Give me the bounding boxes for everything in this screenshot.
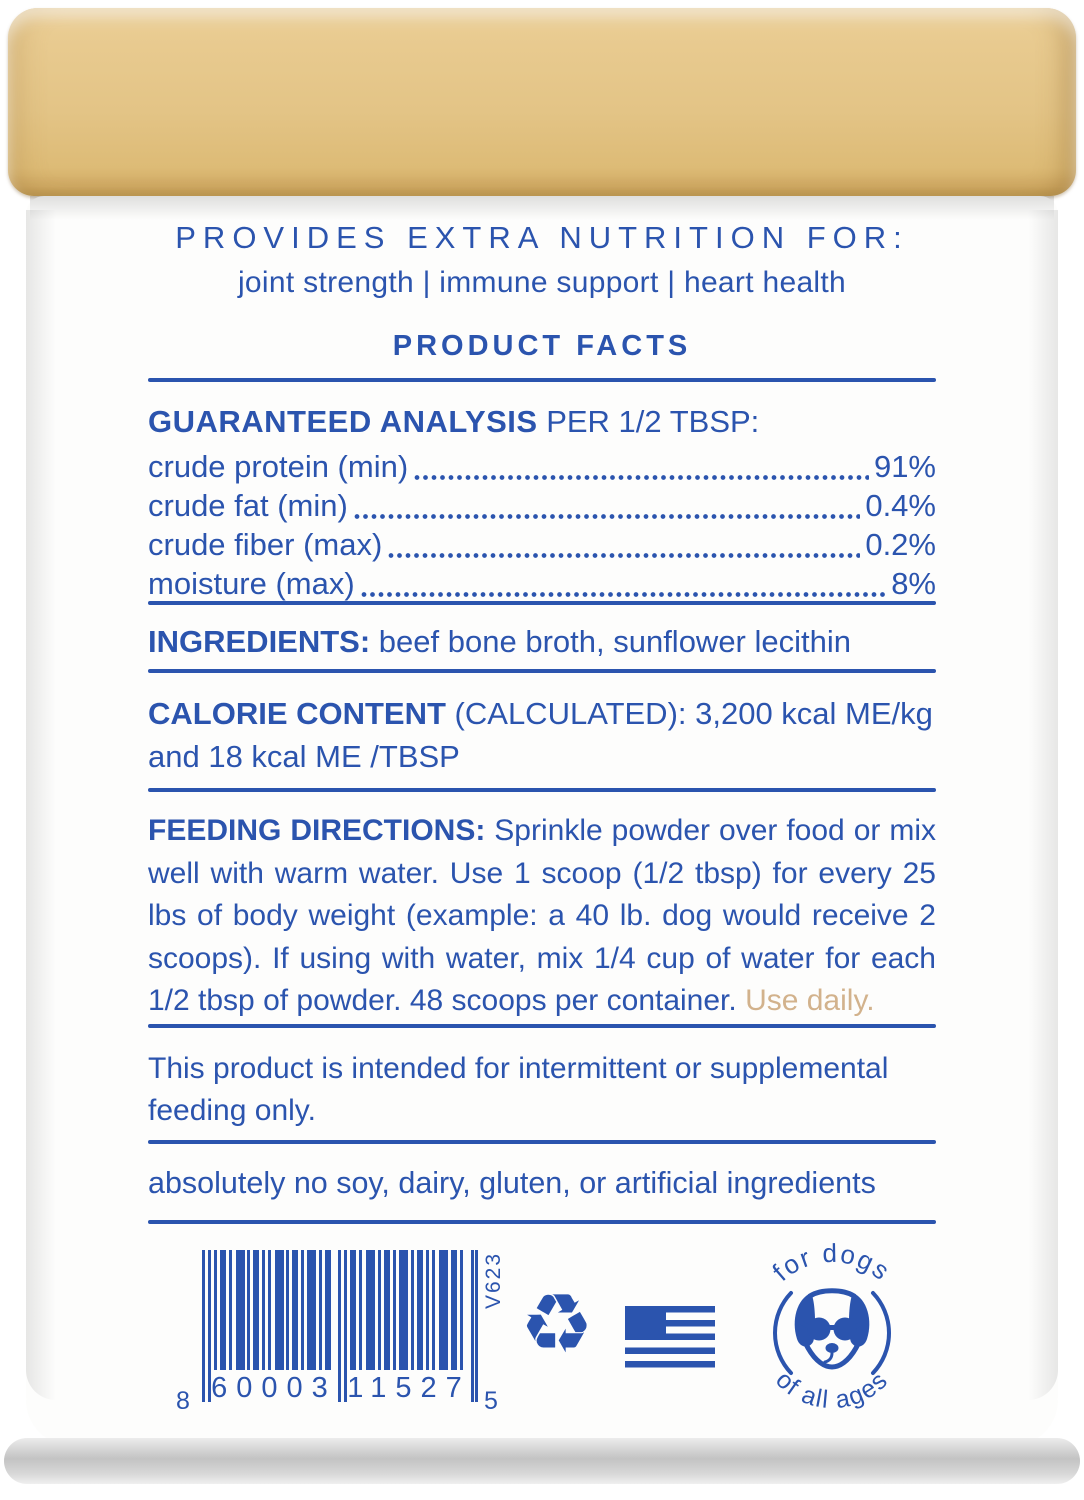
divider: [148, 378, 936, 382]
ingredients-text: beef bone broth, sunflower lecithin: [370, 624, 851, 659]
calorie-heading: CALORIE CONTENT: [148, 696, 446, 731]
analysis-name: crude fiber (max): [148, 527, 383, 562]
badge-arc-right: [873, 1293, 889, 1373]
analysis-value: 0.4%: [865, 488, 936, 523]
analysis-value: 91%: [873, 449, 936, 484]
body-shade-left: [26, 210, 56, 1400]
recycle-icon: ♻: [520, 1277, 594, 1372]
analysis-name: crude fat (min): [148, 488, 348, 523]
barcode-prefix-digit: 8: [176, 1387, 190, 1415]
product-facts-label: [148, 0, 936, 1500]
dot-leader: [414, 474, 869, 481]
dot-leader: [388, 552, 860, 559]
analysis-row: [148, 486, 936, 525]
badge-text-bottom: of all ages: [770, 1365, 894, 1415]
divider: [148, 1220, 936, 1224]
calorie-text: (CALCULATED): 3,200 kcal ME/kg and 18 kcal ME /TBSP: [148, 696, 933, 774]
barcode-left-digits: 60003: [211, 1372, 337, 1402]
product-facts-title: PRODUCT FACTS: [392, 330, 692, 362]
analysis-row: [148, 525, 936, 564]
body-shade-right: [1028, 210, 1058, 1400]
guaranteed-analysis-heading-suffix: PER 1/2 TBSP:: [537, 404, 760, 439]
flag-canton: [625, 1306, 666, 1339]
dot-leader: [354, 513, 860, 520]
barcode-right-digits: 11527: [347, 1372, 471, 1402]
divider: [148, 601, 936, 605]
for-dogs-of-all-ages-badge: [746, 1236, 918, 1428]
barcode-bars: [202, 1250, 478, 1402]
guaranteed-analysis-title: [148, 404, 936, 440]
batch-code: V623: [482, 1252, 505, 1310]
guaranteed-analysis-heading: GUARANTEED ANALYSIS: [148, 404, 538, 439]
us-flag-icon: [625, 1306, 715, 1368]
divider: [148, 788, 936, 792]
analysis-name: moisture (max): [148, 566, 355, 601]
barcode-check-digit: 5: [484, 1387, 498, 1415]
svg-text:of all ages: [770, 1366, 894, 1414]
divider: [148, 1024, 936, 1028]
supplemental-feeding-note: This product is intended for intermittent or supplemental feeding only.: [148, 1052, 889, 1127]
use-daily-highlight: Use daily.: [745, 984, 875, 1017]
ingredients-heading: INGREDIENTS:: [148, 624, 371, 659]
svg-text:for dogs: [767, 1238, 897, 1287]
upc-barcode: [176, 1250, 520, 1422]
feeding-directions-heading: FEEDING DIRECTIONS:: [148, 814, 486, 847]
dog-face-icon: [795, 1291, 870, 1367]
divider: [148, 669, 936, 673]
analysis-name: crude protein (min): [148, 449, 409, 484]
analysis-value: 0.2%: [865, 527, 936, 562]
extra-nutrition-header: PROVIDES EXTRA NUTRITION FOR:: [175, 220, 909, 255]
dog-badge-art: [746, 1236, 918, 1428]
divider: [148, 1140, 936, 1144]
badge-text-top: for dogs: [766, 1237, 897, 1287]
dot-leader: [361, 591, 886, 598]
ingredients-section: [148, 622, 936, 662]
analysis-row: [148, 564, 936, 603]
guaranteed-analysis-table: [148, 447, 936, 603]
benefits-line: joint strength | immune support | heart health: [237, 266, 847, 299]
feeding-directions-section: [148, 810, 936, 1023]
feeding-directions-text: Sprinkle powder over food or mix well with warm water. Use 1 scoop (1/2 tbsp) for every 25 lbs of body weight (example: a 40 lb. dog would receive 2 scoops). If using with water, mix 1/4 cup of water for each 1/2 tbsp of powder. 48 scoops per container.: [148, 814, 936, 1017]
free-from-statement: absolutely no soy, dairy, gluten, or artificial ingredients: [148, 1166, 876, 1200]
analysis-value: 8%: [891, 566, 936, 601]
calorie-content-section: [148, 692, 936, 778]
analysis-row: [148, 447, 936, 486]
badge-arc-left: [775, 1293, 791, 1373]
